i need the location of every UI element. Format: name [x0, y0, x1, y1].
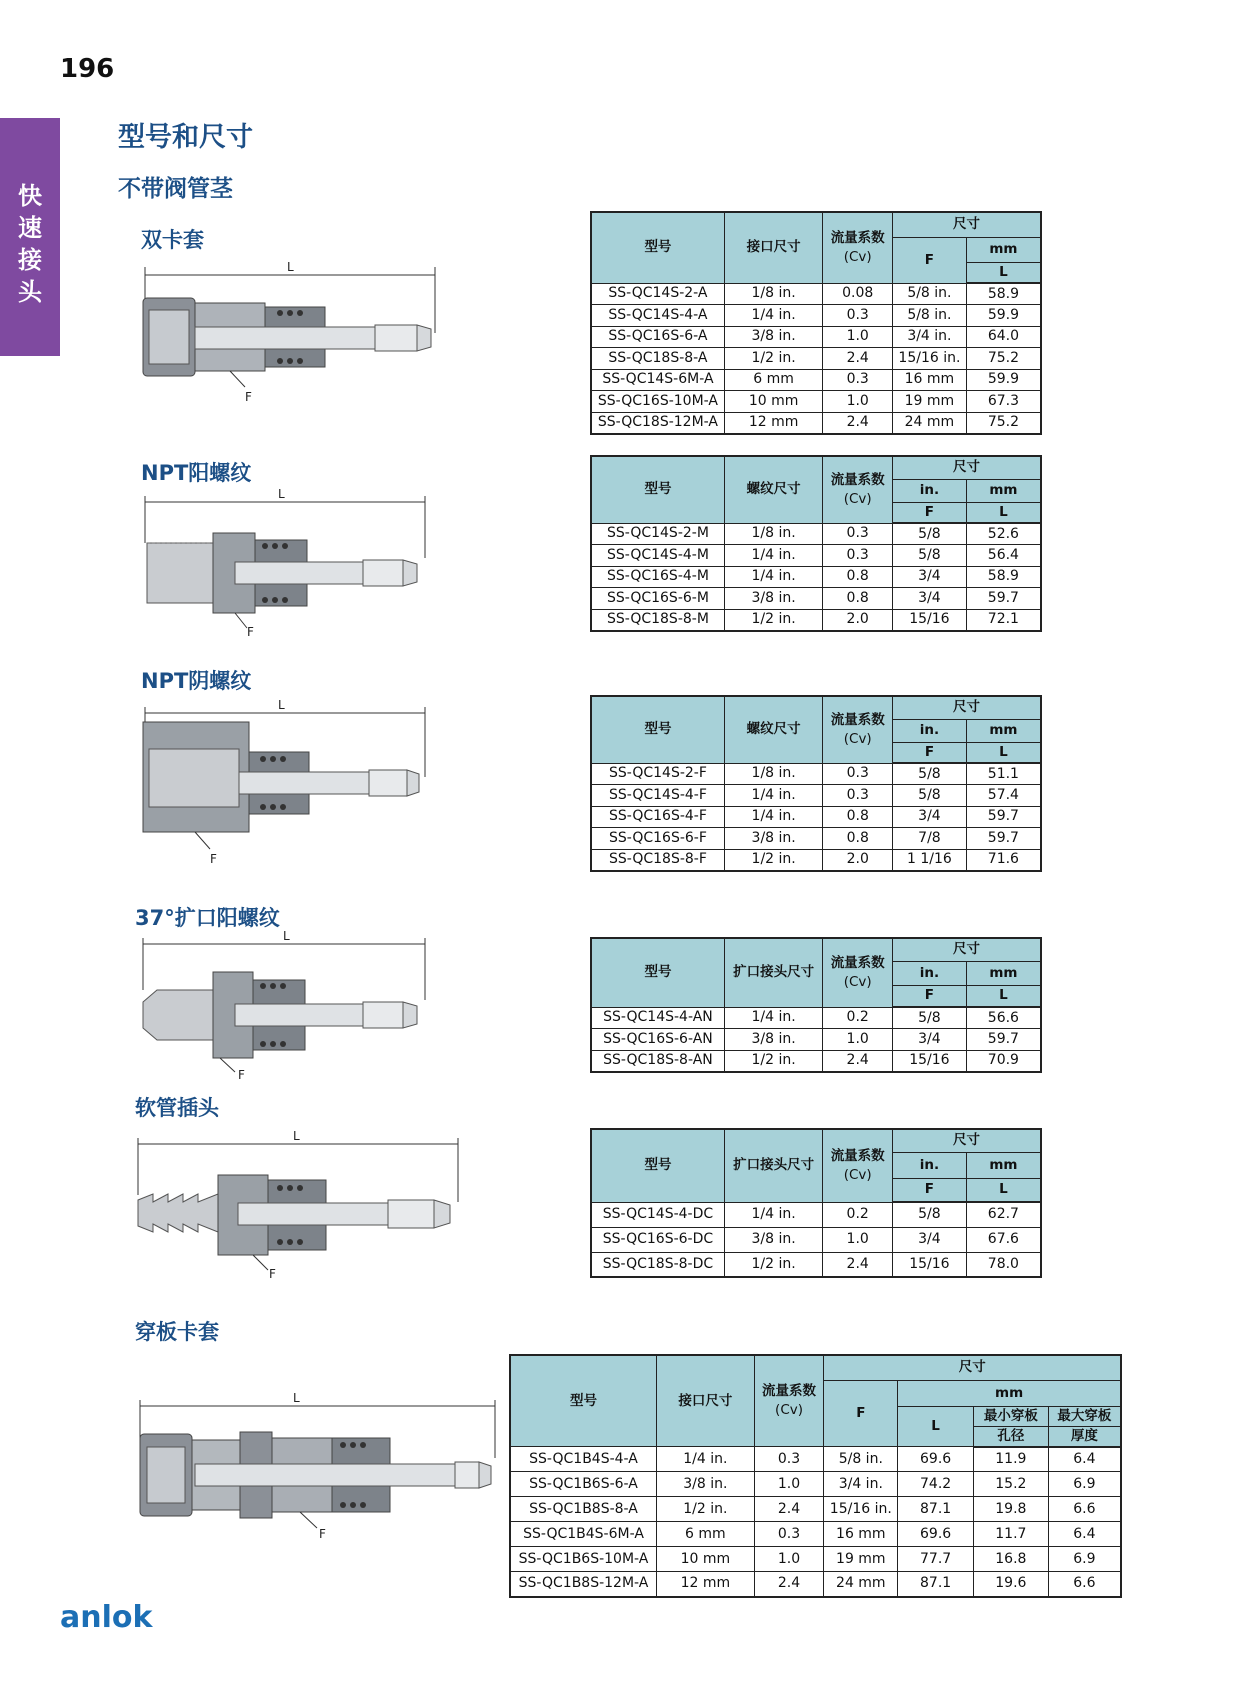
value-cell: 3/8 in. — [657, 1472, 755, 1497]
value-cell: 11.9 — [973, 1447, 1048, 1472]
value-cell: 15/16 in. — [893, 348, 967, 370]
value-cell: 1 1/16 — [893, 849, 967, 871]
brand-logo: anlok — [60, 1600, 153, 1635]
value-cell: 1/4 in. — [724, 1202, 822, 1227]
table-row — [591, 1029, 1041, 1051]
value-cell: 2.4 — [823, 348, 893, 370]
value-cell: 6.6 — [1048, 1497, 1121, 1522]
dim-label-f: F — [238, 1068, 245, 1082]
table-row — [591, 545, 1041, 567]
section-title: 双卡套 — [141, 228, 204, 252]
value-cell: 2.4 — [823, 412, 893, 434]
model-cell: SS-QC18S-8-F — [591, 849, 724, 871]
header-cv-label: 流量系数 — [830, 711, 885, 728]
value-cell: 0.8 — [823, 828, 893, 850]
value-cell: 58.9 — [966, 566, 1041, 588]
value-cell: 1/4 in. — [724, 545, 822, 567]
value-cell: 0.3 — [754, 1447, 824, 1472]
header-max-thickness: 最大穿板 — [1048, 1406, 1121, 1426]
value-cell: 56.6 — [966, 1007, 1041, 1029]
header-f: F — [893, 1178, 967, 1202]
section-title: 37°扩口阳螺纹 — [135, 906, 280, 930]
value-cell: 19 mm — [893, 391, 967, 413]
model-cell: SS-QC18S-12M-A — [591, 412, 724, 434]
value-cell: 1.0 — [754, 1472, 824, 1497]
header-l: L — [966, 502, 1041, 523]
table-row — [591, 1252, 1041, 1277]
value-cell: 59.7 — [966, 1029, 1041, 1051]
value-cell: 57.4 — [966, 785, 1041, 807]
table-row — [591, 849, 1041, 871]
header-model: 型号 — [510, 1355, 657, 1447]
value-cell: 7/8 — [893, 828, 967, 850]
value-cell: 0.3 — [823, 545, 893, 567]
model-cell: SS-QC16S-4-M — [591, 566, 724, 588]
value-cell: 6 mm — [724, 369, 822, 391]
value-cell: 3/8 in. — [724, 588, 822, 610]
header-cv-unit: (Cv) — [843, 730, 872, 747]
value-cell: 3/4 — [893, 1227, 967, 1252]
value-cell: 19.6 — [973, 1572, 1048, 1597]
model-cell: SS-QC16S-6-M — [591, 588, 724, 610]
value-cell: 59.9 — [966, 305, 1041, 327]
spec-table-npt-female — [590, 695, 1042, 872]
fitting-drawing-npt-male — [135, 488, 445, 638]
table-row — [591, 326, 1041, 348]
dim-label-l: L — [283, 929, 290, 943]
value-cell: 3/4 in. — [824, 1472, 898, 1497]
table-row — [591, 1050, 1041, 1072]
spec-table-double-ferrule — [590, 211, 1042, 435]
table-row — [510, 1447, 1121, 1472]
dim-label-f: F — [245, 390, 252, 404]
value-cell: 3/4 — [893, 588, 967, 610]
fitting-drawing-double-ferrule — [135, 255, 445, 405]
value-cell: 15/16 — [893, 1252, 967, 1277]
table-row — [591, 1227, 1041, 1252]
header-model: 型号 — [591, 212, 724, 283]
value-cell: 59.7 — [966, 828, 1041, 850]
value-cell: 5/8 — [893, 1007, 967, 1029]
model-cell: SS-QC1B6S-10M-A — [510, 1547, 657, 1572]
value-cell: 6 mm — [657, 1522, 755, 1547]
value-cell: 3/8 in. — [724, 828, 822, 850]
model-cell: SS-QC18S-8-A — [591, 348, 724, 370]
table-row — [510, 1522, 1121, 1547]
section-title: NPT阳螺纹 — [141, 461, 252, 485]
value-cell: 87.1 — [898, 1497, 974, 1522]
header-cv-unit: (Cv) — [843, 973, 872, 990]
header-min-hole-2: 孔径 — [973, 1426, 1048, 1447]
header-f: F — [893, 237, 967, 283]
header-model: 型号 — [591, 1129, 724, 1202]
table-row — [591, 828, 1041, 850]
value-cell: 59.7 — [966, 588, 1041, 610]
model-cell: SS-QC14S-4-F — [591, 785, 724, 807]
spec-table-npt-male — [590, 455, 1042, 632]
section-title: NPT阴螺纹 — [141, 669, 252, 693]
header-cv-label: 流量系数 — [830, 471, 885, 488]
model-cell: SS-QC14S-2-F — [591, 763, 724, 785]
dim-label-l: L — [287, 260, 294, 274]
header-size: 扩口接头尺寸 — [724, 938, 822, 1007]
header-cv — [754, 1355, 824, 1447]
value-cell: 15/16 in. — [824, 1497, 898, 1522]
header-l: L — [966, 262, 1041, 283]
value-cell: 75.2 — [966, 348, 1041, 370]
value-cell: 10 mm — [724, 391, 822, 413]
model-cell: SS-QC16S-10M-A — [591, 391, 724, 413]
value-cell: 11.7 — [973, 1522, 1048, 1547]
header-model: 型号 — [591, 696, 724, 763]
value-cell: 69.6 — [898, 1447, 974, 1472]
table-row — [591, 523, 1041, 545]
table-row — [591, 305, 1041, 327]
header-cv — [823, 212, 893, 283]
value-cell: 87.1 — [898, 1572, 974, 1597]
dim-label-l: L — [293, 1129, 300, 1143]
value-cell: 6.4 — [1048, 1447, 1121, 1472]
header-min-hole: 最小穿板 — [973, 1406, 1048, 1426]
header-size: 扩口接头尺寸 — [724, 1129, 822, 1202]
table-row — [591, 283, 1041, 305]
header-max-thickness-2: 厚度 — [1048, 1426, 1121, 1447]
side-tab-char: 接 — [18, 246, 42, 274]
table-row — [591, 1202, 1041, 1227]
section-title: 软管插头 — [135, 1096, 219, 1120]
value-cell: 16 mm — [893, 369, 967, 391]
table-row — [510, 1572, 1121, 1597]
value-cell: 5/8 — [893, 523, 967, 545]
header-l: L — [966, 985, 1041, 1007]
value-cell: 1/2 in. — [724, 1050, 822, 1072]
value-cell: 19 mm — [824, 1547, 898, 1572]
value-cell: 5/8 in. — [893, 283, 967, 305]
value-cell: 12 mm — [657, 1572, 755, 1597]
header-unit-mm: mm — [966, 1152, 1041, 1178]
value-cell: 1.0 — [823, 1227, 893, 1252]
value-cell: 0.3 — [823, 369, 893, 391]
value-cell: 1/2 in. — [724, 849, 822, 871]
model-cell: SS-QC1B8S-8-A — [510, 1497, 657, 1522]
value-cell: 1/8 in. — [724, 763, 822, 785]
value-cell: 71.6 — [966, 849, 1041, 871]
header-unit-in: in. — [893, 961, 967, 985]
header-l: L — [898, 1406, 974, 1447]
header-unit-mm: mm — [966, 719, 1041, 742]
side-tab-char: 头 — [18, 278, 42, 306]
header-cv-unit: (Cv) — [843, 490, 872, 507]
model-cell: SS-QC14S-2-A — [591, 283, 724, 305]
table-row — [591, 763, 1041, 785]
header-size: 接口尺寸 — [724, 212, 822, 283]
header-cv — [823, 696, 893, 763]
value-cell: 67.6 — [966, 1227, 1041, 1252]
value-cell: 2.0 — [823, 849, 893, 871]
value-cell: 1/4 in. — [724, 1007, 822, 1029]
page-number: 196 — [60, 54, 115, 84]
header-l: L — [966, 1178, 1041, 1202]
model-cell: SS-QC16S-6-AN — [591, 1029, 724, 1051]
value-cell: 3/4 — [893, 1029, 967, 1051]
table-row — [591, 412, 1041, 434]
value-cell: 19.8 — [973, 1497, 1048, 1522]
page-subtitle: 不带阀管茎 — [118, 176, 233, 202]
value-cell: 59.9 — [966, 369, 1041, 391]
value-cell: 1/4 in. — [724, 566, 822, 588]
header-dims: 尺寸 — [824, 1355, 1121, 1380]
value-cell: 1.0 — [823, 326, 893, 348]
header-f: F — [824, 1380, 898, 1447]
model-cell: SS-QC14S-4-AN — [591, 1007, 724, 1029]
header-unit-mm: mm — [966, 237, 1041, 262]
value-cell: 15.2 — [973, 1472, 1048, 1497]
header-cv-unit: (Cv) — [775, 1402, 803, 1418]
model-cell: SS-QC1B8S-12M-A — [510, 1572, 657, 1597]
value-cell: 52.6 — [966, 523, 1041, 545]
fitting-drawing-hose-barb — [128, 1120, 468, 1280]
header-cv-label: 流量系数 — [830, 229, 885, 246]
value-cell: 2.4 — [823, 1252, 893, 1277]
value-cell: 1.0 — [823, 1029, 893, 1051]
header-cv-unit: (Cv) — [843, 1166, 872, 1183]
header-model: 型号 — [591, 938, 724, 1007]
header-unit-in: in. — [893, 479, 967, 502]
header-size: 接口尺寸 — [657, 1355, 755, 1447]
value-cell: 5/8 in. — [893, 305, 967, 327]
page-title: 型号和尺寸 — [118, 122, 253, 153]
model-cell: SS-QC18S-8-DC — [591, 1252, 724, 1277]
value-cell: 5/8 — [893, 785, 967, 807]
value-cell: 2.4 — [823, 1050, 893, 1072]
header-cv-label: 流量系数 — [762, 1383, 817, 1399]
table-row — [510, 1547, 1121, 1572]
dim-label-f: F — [210, 852, 217, 866]
header-cv-unit: (Cv) — [843, 248, 872, 265]
header-size: 螺纹尺寸 — [724, 696, 822, 763]
value-cell: 5/8 — [893, 763, 967, 785]
model-cell: SS-QC1B4S-6M-A — [510, 1522, 657, 1547]
side-tab-char: 快 — [18, 182, 42, 210]
model-cell: SS-QC16S-4-F — [591, 806, 724, 828]
value-cell: 1/2 in. — [724, 609, 822, 631]
model-cell: SS-QC14S-4-M — [591, 545, 724, 567]
value-cell: 5/8 — [893, 1202, 967, 1227]
spec-table-hose-barb — [590, 1128, 1042, 1278]
table-row — [591, 588, 1041, 610]
value-cell: 1/4 in. — [724, 785, 822, 807]
value-cell: 6.9 — [1048, 1472, 1121, 1497]
side-tab-char: 速 — [18, 214, 42, 242]
value-cell: 78.0 — [966, 1252, 1041, 1277]
value-cell: 0.3 — [823, 523, 893, 545]
value-cell: 67.3 — [966, 391, 1041, 413]
header-unit-mm: mm — [898, 1380, 1121, 1406]
value-cell: 16 mm — [824, 1522, 898, 1547]
header-dims: 尺寸 — [893, 212, 1041, 237]
value-cell: 0.8 — [823, 806, 893, 828]
header-cv-label: 流量系数 — [830, 1147, 885, 1164]
value-cell: 0.3 — [823, 763, 893, 785]
model-cell: SS-QC18S-8-AN — [591, 1050, 724, 1072]
dim-label-f: F — [247, 625, 254, 639]
value-cell: 56.4 — [966, 545, 1041, 567]
value-cell: 2.4 — [754, 1572, 824, 1597]
value-cell: 3/4 — [893, 806, 967, 828]
value-cell: 3/8 in. — [724, 326, 822, 348]
value-cell: 69.6 — [898, 1522, 974, 1547]
spec-table-flare-male — [590, 937, 1042, 1073]
value-cell: 24 mm — [893, 412, 967, 434]
value-cell: 3/8 in. — [724, 1029, 822, 1051]
value-cell: 74.2 — [898, 1472, 974, 1497]
value-cell: 3/4 in. — [893, 326, 967, 348]
value-cell: 0.08 — [823, 283, 893, 305]
header-f: F — [893, 502, 967, 523]
value-cell: 1/2 in. — [724, 1252, 822, 1277]
model-cell: SS-QC16S-6-A — [591, 326, 724, 348]
header-f: F — [893, 985, 967, 1007]
spec-table-bulkhead — [509, 1354, 1122, 1598]
value-cell: 1/4 in. — [724, 305, 822, 327]
model-cell: SS-QC1B6S-6-A — [510, 1472, 657, 1497]
header-l: L — [966, 742, 1041, 763]
fitting-drawing-npt-female — [135, 697, 445, 867]
fitting-drawing-bulkhead — [135, 1372, 505, 1542]
header-unit-mm: mm — [966, 961, 1041, 985]
dim-label-l: L — [293, 1391, 300, 1405]
value-cell: 64.0 — [966, 326, 1041, 348]
value-cell: 1.0 — [823, 391, 893, 413]
header-dims: 尺寸 — [893, 696, 1041, 719]
value-cell: 1/2 in. — [657, 1497, 755, 1522]
value-cell: 0.8 — [823, 566, 893, 588]
table-row — [591, 785, 1041, 807]
header-dims: 尺寸 — [893, 938, 1041, 961]
model-cell: SS-QC14S-4-DC — [591, 1202, 724, 1227]
value-cell: 6.9 — [1048, 1547, 1121, 1572]
value-cell: 0.3 — [823, 305, 893, 327]
table-row — [510, 1497, 1121, 1522]
value-cell: 24 mm — [824, 1572, 898, 1597]
value-cell: 15/16 — [893, 1050, 967, 1072]
table-row — [510, 1472, 1121, 1497]
table-row — [591, 1007, 1041, 1029]
value-cell: 6.4 — [1048, 1522, 1121, 1547]
value-cell: 16.8 — [973, 1547, 1048, 1572]
model-cell: SS-QC14S-4-A — [591, 305, 724, 327]
table-row — [591, 806, 1041, 828]
value-cell: 0.2 — [823, 1202, 893, 1227]
header-unit-in: in. — [893, 1152, 967, 1178]
value-cell: 5/8 — [893, 545, 967, 567]
table-row — [591, 566, 1041, 588]
value-cell: 0.8 — [823, 588, 893, 610]
value-cell: 72.1 — [966, 609, 1041, 631]
value-cell: 1/4 in. — [657, 1447, 755, 1472]
value-cell: 70.9 — [966, 1050, 1041, 1072]
model-cell: SS-QC1B4S-4-A — [510, 1447, 657, 1472]
value-cell: 10 mm — [657, 1547, 755, 1572]
header-dims: 尺寸 — [893, 1129, 1041, 1152]
value-cell: 77.7 — [898, 1547, 974, 1572]
header-cv — [823, 1129, 893, 1202]
value-cell: 1/8 in. — [724, 523, 822, 545]
model-cell: SS-QC14S-2-M — [591, 523, 724, 545]
model-cell: SS-QC16S-6-F — [591, 828, 724, 850]
value-cell: 0.3 — [823, 785, 893, 807]
value-cell: 2.0 — [823, 609, 893, 631]
table-row — [591, 609, 1041, 631]
header-unit-mm: mm — [966, 479, 1041, 502]
value-cell: 62.7 — [966, 1202, 1041, 1227]
value-cell: 6.6 — [1048, 1572, 1121, 1597]
fitting-drawing-flare-male — [135, 930, 445, 1080]
table-row — [591, 369, 1041, 391]
side-tab — [0, 118, 60, 356]
value-cell: 1.0 — [754, 1547, 824, 1572]
value-cell: 59.7 — [966, 806, 1041, 828]
value-cell: 1/4 in. — [724, 806, 822, 828]
table-row — [591, 391, 1041, 413]
table-row — [591, 348, 1041, 370]
header-dims: 尺寸 — [893, 456, 1041, 479]
value-cell: 1/8 in. — [724, 283, 822, 305]
header-cv-label: 流量系数 — [830, 954, 885, 971]
header-model: 型号 — [591, 456, 724, 523]
value-cell: 0.3 — [754, 1522, 824, 1547]
dim-label-l: L — [278, 487, 285, 501]
model-cell: SS-QC18S-8-M — [591, 609, 724, 631]
value-cell: 12 mm — [724, 412, 822, 434]
header-cv — [823, 938, 893, 1007]
model-cell: SS-QC16S-6-DC — [591, 1227, 724, 1252]
model-cell: SS-QC14S-6M-A — [591, 369, 724, 391]
dim-label-f: F — [319, 1527, 326, 1541]
value-cell: 3/4 — [893, 566, 967, 588]
value-cell: 1/2 in. — [724, 348, 822, 370]
value-cell: 2.4 — [754, 1497, 824, 1522]
value-cell: 51.1 — [966, 763, 1041, 785]
value-cell: 58.9 — [966, 283, 1041, 305]
dim-label-l: L — [278, 698, 285, 712]
value-cell: 75.2 — [966, 412, 1041, 434]
value-cell: 3/8 in. — [724, 1227, 822, 1252]
section-title: 穿板卡套 — [135, 1320, 219, 1344]
header-unit-in: in. — [893, 719, 967, 742]
dim-label-f: F — [269, 1267, 276, 1281]
value-cell: 15/16 — [893, 609, 967, 631]
header-cv — [823, 456, 893, 523]
value-cell: 5/8 in. — [824, 1447, 898, 1472]
header-size: 螺纹尺寸 — [724, 456, 822, 523]
header-f: F — [893, 742, 967, 763]
value-cell: 0.2 — [823, 1007, 893, 1029]
